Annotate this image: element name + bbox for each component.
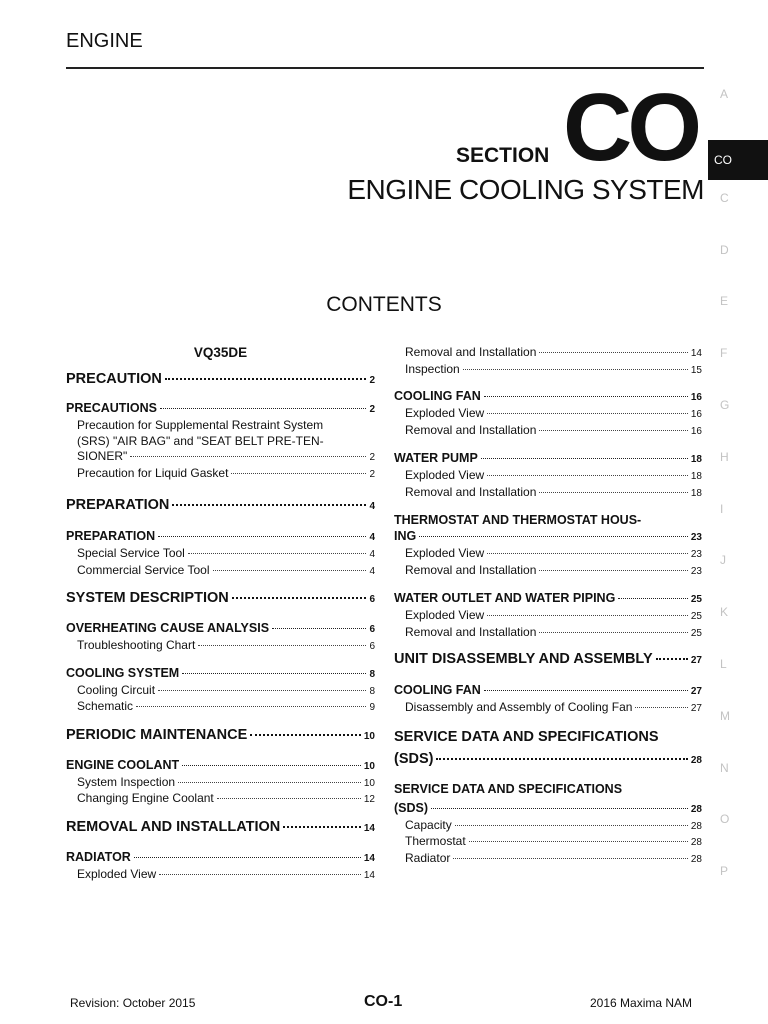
toc-page: 25 [690,627,702,639]
toc-srs-line1[interactable]: Precaution for Supplemental Restraint System [77,418,324,432]
toc-leader [455,825,688,826]
toc-leader [487,475,688,476]
toc-leader [487,413,688,414]
toc-leader [431,808,688,809]
toc-sds[interactable] [394,800,702,818]
toc-leader [250,734,361,736]
toc-commercial-service-tool[interactable] [66,563,375,580]
toc-title: PREPARATION [66,497,170,513]
toc-leader [172,504,366,506]
footer-model: 2016 Maxima NAM [590,996,693,1010]
toc-leader [656,658,688,660]
section-word: SECTION [456,144,550,167]
toc-page: 9 [369,702,375,713]
toc-cooling-fan-disassembly[interactable] [394,700,702,717]
toc-page: 28 [690,853,702,865]
toc-radiator-inspection[interactable] [394,362,702,379]
toc-page: 10 [363,760,375,772]
toc-title: Schematic [77,699,134,713]
toc-title: SYSTEM DESCRIPTION [66,590,229,606]
toc-radiator-removal[interactable] [394,345,702,362]
toc-page: 18 [690,487,702,499]
toc-cooling-fan-exploded[interactable] [394,406,702,423]
toc-page: 2 [369,404,375,415]
group-title: ENGINE [66,30,143,52]
toc-page: 6 [369,641,375,652]
toc-title: Thermostat [405,834,466,848]
toc-title: SIONER" [77,449,128,463]
toc-left-column [66,345,375,883]
toc-title: Removal and Installation [405,422,537,437]
toc-title: Precaution for Liquid Gasket [77,465,229,480]
tab-i[interactable]: I [720,501,724,516]
top-rule [66,67,704,69]
toc-leader [130,456,366,457]
toc-title: PRECAUTIONS [66,401,157,415]
toc-leader [283,826,361,828]
toc-page: 4 [369,549,375,560]
toc-system-inspection[interactable] [66,775,375,792]
model-heading: VQ35DE [193,345,248,360]
toc-title: Removal and Installation [405,624,537,639]
toc-page: 16 [690,425,702,437]
toc-page: 6 [369,624,375,635]
toc-cooling-fan-removal[interactable] [394,423,702,440]
toc-title: OVERHEATING CAUSE ANALYSIS [66,621,270,635]
toc-title: Inspection [405,361,460,376]
toc-page: 28 [690,803,702,815]
toc-title: (SDS) [394,800,429,815]
toc-leader [481,458,688,459]
toc-thermostat[interactable] [394,834,702,851]
toc-title: Troubleshooting Chart [77,638,196,652]
toc-leader [635,707,687,708]
toc-page: 4 [369,565,375,577]
toc-leader [158,536,366,537]
toc-water-pump-exploded[interactable] [394,468,702,485]
tab-a[interactable]: A [720,87,729,101]
toc-water-pump[interactable] [394,450,702,468]
toc-title: Changing Engine Coolant [77,791,214,805]
toc-precaution[interactable] [66,370,375,390]
toc-leader [539,430,687,431]
toc-leader [136,706,366,707]
toc-troubleshooting-chart[interactable] [66,638,375,655]
toc-title: WATER PUMP [394,451,478,465]
toc-leader [487,615,688,616]
tab-m[interactable]: M [720,708,730,723]
toc-title: PRECAUTION [66,371,162,387]
toc-leader [231,473,366,474]
section-code: CO [563,74,697,181]
toc-thermostat-removal[interactable] [394,563,702,580]
toc-title: COOLING SYSTEM [66,665,180,680]
toc-title: Exploded View [405,406,485,420]
toc-leader [272,628,366,629]
toc-leader [160,408,366,409]
toc-sds-section-line1[interactable]: SERVICE DATA AND SPECIFICATIONS [394,728,659,745]
toc-page: 6 [369,594,375,605]
toc-water-outlet-removal[interactable] [394,625,702,642]
toc-cooling-fan[interactable] [394,388,702,406]
toc-page: 8 [369,668,375,680]
toc-leader [134,857,361,858]
toc-title: Commercial Service Tool [77,562,210,577]
footer-page-number: CO-1 [364,993,403,1010]
toc-title: Disassembly and Assembly of Cooling Fan [405,700,633,714]
toc-leader [165,378,367,380]
toc-removal-installation[interactable] [66,818,375,838]
toc-page: 27 [690,686,702,697]
tab-d[interactable]: D [720,242,729,257]
toc-leader [487,553,688,554]
toc-leader [539,492,687,493]
toc-right-column [394,345,702,867]
toc-title: ING [394,529,417,543]
toc-sds-section[interactable] [394,750,702,770]
toc-page: 14 [363,869,375,881]
toc-preparation[interactable] [66,528,375,546]
toc-title: Exploded View [77,866,157,881]
toc-title: Capacity [405,817,452,832]
toc-title: Radiator [405,850,451,865]
toc-leader [188,553,367,554]
toc-water-outlet-exploded[interactable] [394,608,702,625]
toc-page: 16 [690,392,702,403]
toc-page: 23 [690,532,702,543]
toc-leader [618,598,688,599]
toc-page: 14 [690,348,702,359]
toc-leader [198,645,366,646]
toc-title: Removal and Installation [405,484,537,499]
toc-page: 28 [690,820,702,832]
toc-periodic-maintenance[interactable] [66,726,375,746]
tab-co[interactable]: CO [708,140,768,180]
toc-title: PREPARATION [66,529,156,543]
tab-k[interactable]: K [720,605,729,620]
toc-leader [463,369,688,370]
toc-water-pump-removal[interactable] [394,485,702,502]
toc-leader [217,798,361,799]
toc-srs[interactable] [66,449,375,466]
toc-title: Cooling Circuit [77,682,156,697]
section-tabs [708,82,768,911]
toc-page: 16 [690,409,702,420]
toc-title: RADIATOR [66,849,131,864]
toc-page: 2 [369,375,375,386]
toc-leader [213,570,367,571]
toc-page: 14 [363,822,375,834]
toc-leader [232,597,367,599]
toc-page: 4 [369,501,375,512]
toc-thermostat-exploded[interactable] [394,546,702,563]
toc-page: 23 [690,549,702,560]
toc-leader [419,536,688,537]
toc-page: 2 [369,452,375,463]
toc-leader [178,782,361,783]
toc-page: 23 [690,565,702,577]
tab-p[interactable]: P [720,864,729,879]
toc-page: 2 [369,468,375,480]
tab-o[interactable]: O [720,812,730,827]
toc-page: 27 [690,703,702,714]
toc-leader [453,858,688,859]
toc-leader [539,352,687,353]
toc-cooling-system[interactable] [66,665,375,683]
toc-title: Removal and Installation [405,345,537,359]
toc-srs-line2[interactable]: (SRS) "AIR BAG" and "SEAT BELT PRE-TEN- [77,433,324,448]
tab-c[interactable]: C [720,190,729,205]
toc-title: Special Service Tool [77,546,185,560]
toc-thermostat-housing[interactable] [394,528,702,546]
toc-cooling-fan-unit[interactable] [394,682,702,700]
toc-page: 25 [690,611,702,622]
tab-n[interactable]: N [720,760,729,775]
toc-engine-coolant[interactable] [66,757,375,775]
toc-leader [182,673,366,674]
toc-overheating[interactable] [66,620,375,638]
toc-page: 28 [690,837,702,848]
toc-radiator-exploded-view[interactable] [66,867,375,884]
toc-capacity[interactable] [394,818,702,835]
footer-revision: Revision: October 2015 [70,996,196,1010]
toc-leader [469,841,688,842]
toc-special-service-tool[interactable] [66,546,375,563]
toc-leader [484,396,688,397]
toc-leader [159,874,361,875]
toc-page: 8 [369,685,375,697]
toc-changing-engine-coolant[interactable] [66,791,375,808]
toc-liquid-gasket[interactable] [66,466,375,483]
toc-title: System Inspection [77,774,176,789]
toc-leader [484,690,688,691]
toc-radiator[interactable] [66,849,375,867]
toc-page: 4 [369,532,375,543]
toc-leader [539,632,687,633]
toc-leader [182,765,361,766]
toc-page: 25 [690,594,702,605]
toc-unit-disassembly[interactable] [394,650,702,670]
tab-l[interactable]: L [720,656,727,671]
toc-water-outlet[interactable] [394,590,702,608]
toc-title: ENGINE COOLANT [66,757,180,772]
toc-leader [158,690,366,691]
contents-title: CONTENTS [326,293,442,316]
toc-sds-line1[interactable]: SERVICE DATA AND SPECIFICATIONS [394,781,623,796]
toc-page: 10 [363,730,375,742]
toc-thermostat-housing-line1[interactable]: THERMOSTAT AND THERMOSTAT HOUS- [394,513,642,527]
toc-page: 18 [690,471,702,482]
toc-leader [539,570,687,571]
toc-title: REMOVAL AND INSTALLATION [66,818,281,835]
toc-title: PERIODIC MAINTENANCE [66,726,248,743]
toc-title: Removal and Installation [405,562,537,577]
tab-g[interactable]: G [720,397,730,412]
tab-e[interactable]: E [720,294,729,309]
toc-title: Exploded View [405,546,485,560]
toc-page: 12 [363,794,375,805]
toc-leader [436,758,687,760]
toc-page: 15 [690,364,702,376]
toc-page: 14 [363,852,375,864]
toc-precautions[interactable] [66,400,375,418]
toc-page: 18 [690,454,702,465]
tab-j[interactable]: J [720,553,726,568]
toc-system-description[interactable] [66,589,375,609]
toc-title: (SDS) [394,750,434,767]
toc-title: COOLING FAN [394,683,481,697]
toc-title: UNIT DISASSEMBLY AND ASSEMBLY [394,651,653,667]
section-name: ENGINE COOLING SYSTEM [347,174,704,205]
toc-page: 10 [363,777,375,789]
toc-title: COOLING FAN [394,389,481,403]
toc-cooling-circuit[interactable] [66,683,375,700]
toc-schematic[interactable] [66,699,375,716]
toc-radiator-sds[interactable] [394,851,702,868]
toc-title: Exploded View [405,608,485,622]
toc-page: 27 [690,655,702,666]
toc-title: Exploded View [405,468,485,482]
tab-h[interactable]: H [720,449,729,464]
toc-title: WATER OUTLET AND WATER PIPING [394,591,616,605]
toc-preparation-section[interactable] [66,496,375,516]
tab-f[interactable]: F [720,346,728,361]
toc-page: 28 [690,754,702,766]
